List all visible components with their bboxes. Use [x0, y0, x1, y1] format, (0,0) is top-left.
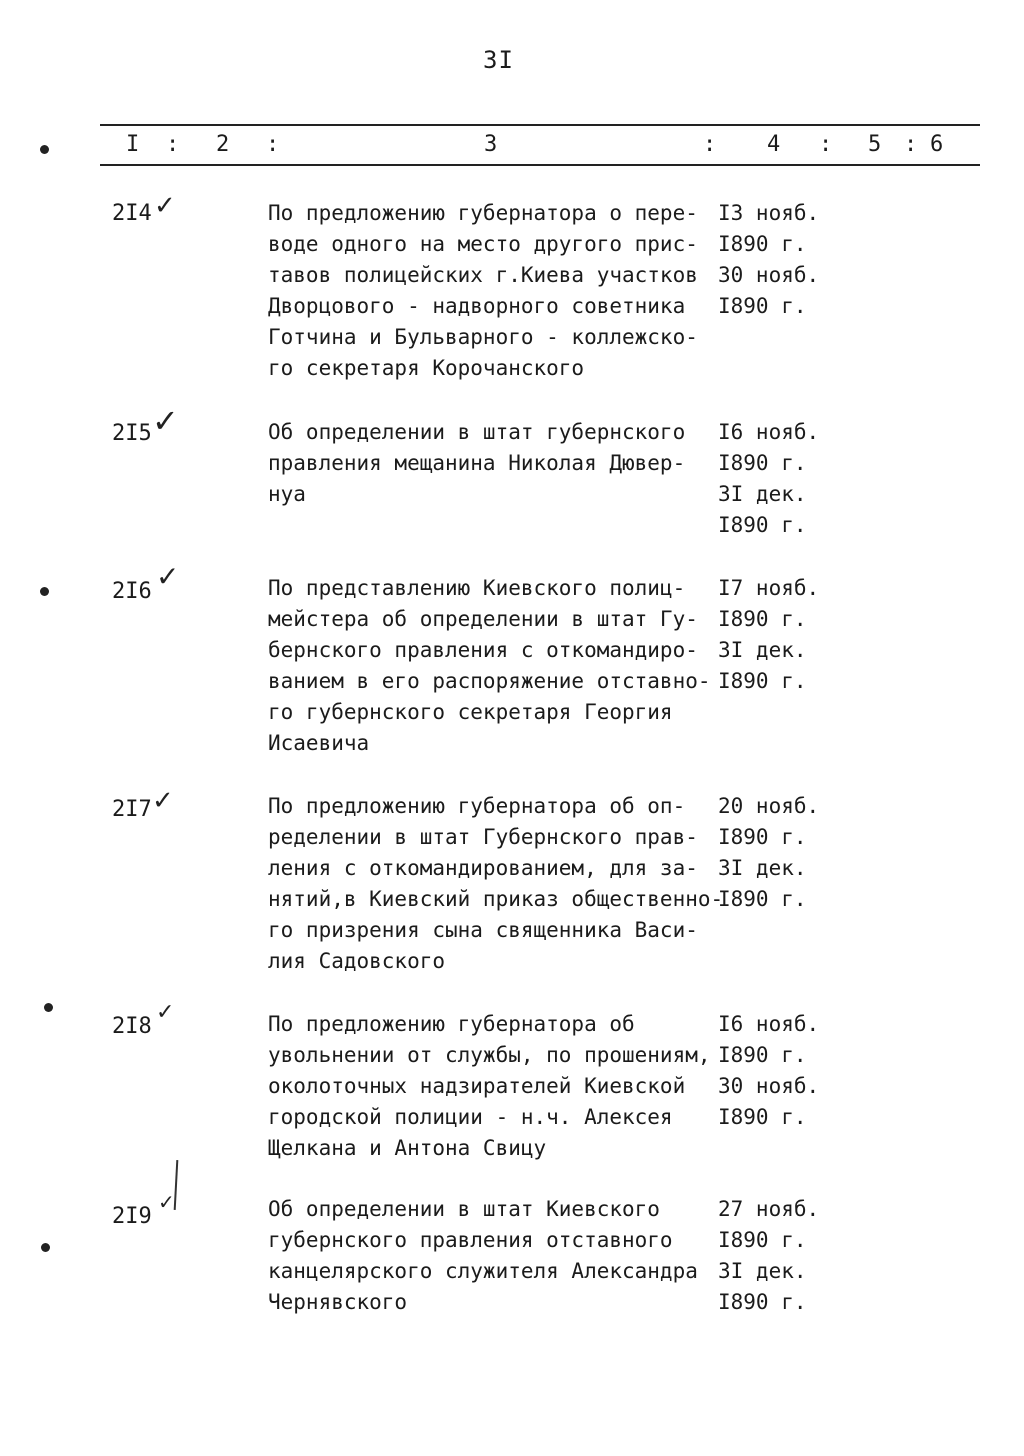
entry-number: 2I7 [112, 797, 152, 822]
desc-line: бернского правления с откомандиро- [268, 638, 698, 662]
header-separator: : [166, 132, 180, 157]
entry-number: 2I5 [112, 421, 152, 446]
date-line: I890 г. [718, 1228, 807, 1252]
date-line: 3I дек. [718, 1259, 807, 1283]
desc-line: Дворцового - надворного советника [268, 294, 686, 318]
desc-line: околоточных надзирателей Киевской [268, 1074, 686, 1098]
desc-line: Щелкана и Антона Свицу [268, 1136, 547, 1160]
desc-line: увольнении от службы, по прошениям, [268, 1043, 711, 1067]
desc-line: тавов полицейских г.Киева участков [268, 263, 698, 287]
margin-dot [44, 1003, 53, 1012]
checkmark-icon: ✓ [156, 1000, 175, 1025]
desc-line: правления мещанина Николая Дювер- [268, 451, 686, 475]
entry-description [268, 573, 718, 759]
desc-line: Чернявского [268, 1290, 408, 1314]
entry-number: 2I9 [112, 1204, 152, 1229]
date-line: 3I дек. [718, 638, 807, 662]
date-line: I890 г. [718, 825, 807, 849]
checkmark-icon: ✓ [152, 402, 179, 440]
date-line: I890 г. [718, 513, 807, 537]
desc-line: лия Садовского [268, 949, 446, 973]
desc-line: го секретаря Корочанского [268, 356, 585, 380]
header-col-2: 2 [216, 132, 230, 157]
date-line: 3I дек. [718, 482, 807, 506]
date-line: I890 г. [718, 887, 807, 911]
desc-line: ванием в его распоряжение отставно- [268, 669, 711, 693]
desc-line: ределении в штат Губернского прав- [268, 825, 698, 849]
desc-line: Исаевича [268, 731, 370, 755]
date-line: I890 г. [718, 1105, 807, 1129]
header-separator: : [266, 132, 280, 157]
header-col-4: 4 [767, 132, 781, 157]
entry-description [268, 1194, 718, 1318]
header-bottom-rule [100, 164, 980, 166]
header-separator: : [703, 132, 717, 157]
desc-line: ления с откомандированием, для за- [268, 856, 698, 880]
desc-line: канцелярского служителя Александра [268, 1259, 698, 1283]
margin-dot [40, 145, 49, 154]
entry-description [268, 791, 724, 977]
checkmark-icon: ✓ [156, 560, 180, 593]
entry-dates [718, 1194, 838, 1318]
desc-line: го губернского секретаря Георгия [268, 700, 673, 724]
entry-dates [718, 791, 838, 915]
desc-line: мейстера об определении в штат Гу- [268, 607, 698, 631]
margin-dot [41, 1243, 50, 1252]
date-line: I890 г. [718, 232, 807, 256]
desc-line: воде одного на место другого прис- [268, 232, 698, 256]
entry-dates [718, 1009, 838, 1133]
desc-line: городской полиции - н.ч. Алексея [268, 1105, 673, 1129]
margin-dot [40, 587, 49, 596]
entry-number: 2I8 [112, 1014, 152, 1039]
entry-description [268, 417, 718, 510]
entry-dates [718, 573, 838, 697]
desc-line: нятий,в Киевский приказ общественно- [268, 887, 724, 911]
desc-line: По предложению губернатора об [268, 1012, 635, 1036]
desc-line: губернского правления отставного [268, 1228, 673, 1252]
desc-line: По предложению губернатора о пере- [268, 201, 698, 225]
date-line: I890 г. [718, 1043, 807, 1067]
header-separator: : [904, 132, 918, 157]
entry-number: 2I4 [112, 201, 152, 226]
entry-dates [718, 417, 838, 541]
date-line: 27 нояб. [718, 1197, 820, 1221]
date-line: 30 нояб. [718, 263, 820, 287]
desc-line: Готчина и Бульварного - коллежско- [268, 325, 698, 349]
date-line: I890 г. [718, 669, 807, 693]
date-line: 20 нояб. [718, 794, 820, 818]
desc-line: По представлению Киевского полиц- [268, 576, 686, 600]
entry-description [268, 198, 718, 384]
desc-line: По предложению губернатора об оп- [268, 794, 686, 818]
header-col-6: 6 [930, 132, 944, 157]
date-line: 30 нояб. [718, 1074, 820, 1098]
desc-line: нуа [268, 482, 306, 506]
desc-line: Об определении в штат губернского [268, 420, 686, 444]
header-top-rule [100, 124, 980, 126]
header-separator: : [819, 132, 833, 157]
entry-dates [718, 198, 838, 322]
date-line: I890 г. [718, 294, 807, 318]
desc-line: Об определении в штат Киевского [268, 1197, 660, 1221]
date-line: I7 нояб. [718, 576, 820, 600]
date-line: I890 г. [718, 607, 807, 631]
entry-description [268, 1009, 718, 1164]
entry-number: 2I6 [112, 579, 152, 604]
checkmark-icon: ✓ [154, 191, 176, 221]
checkmark-icon: ✓ [158, 1190, 175, 1214]
date-line: I890 г. [718, 1290, 807, 1314]
date-line: I890 г. [718, 451, 807, 475]
date-line: I6 нояб. [718, 420, 820, 444]
header-col-3: 3 [484, 132, 498, 157]
desc-line: го призрения сына священника Васи- [268, 918, 698, 942]
header-col-5: 5 [868, 132, 882, 157]
page-number: 3I [483, 46, 514, 74]
date-line: I3 нояб. [718, 201, 820, 225]
date-line: 3I дек. [718, 856, 807, 880]
checkmark-icon: ✓ [152, 786, 174, 816]
date-line: I6 нояб. [718, 1012, 820, 1036]
header-col-1: I [126, 132, 140, 157]
